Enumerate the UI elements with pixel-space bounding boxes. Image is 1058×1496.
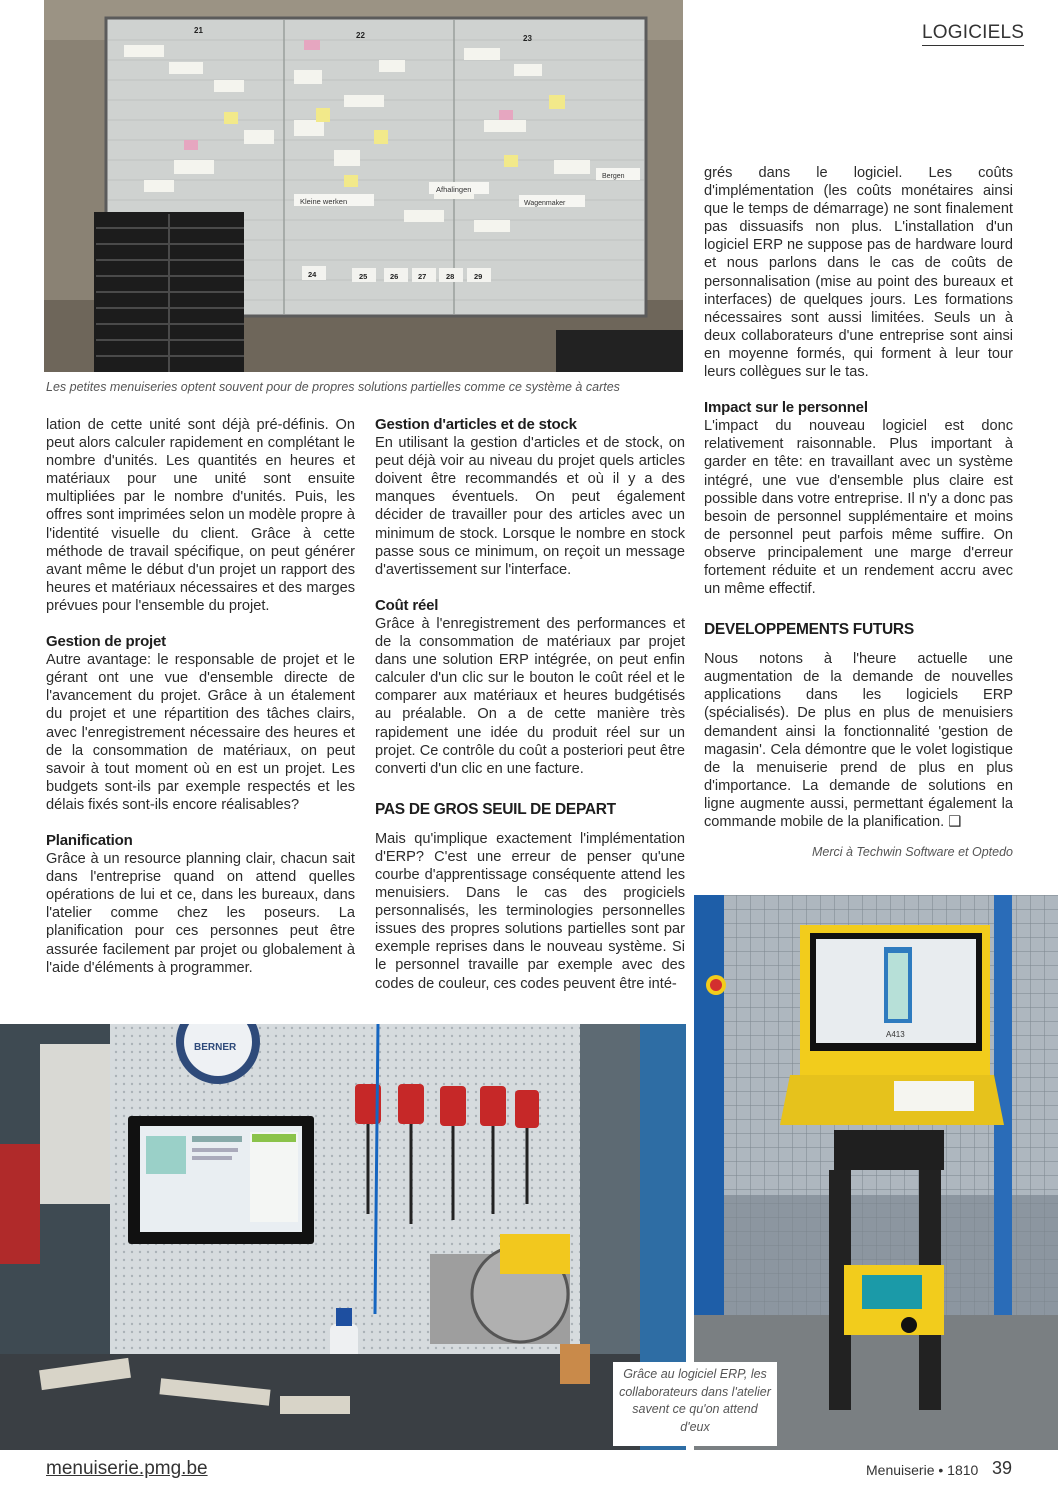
board-tag-bergen: Bergen <box>602 173 625 180</box>
board-day-28: 28 <box>446 272 455 281</box>
col3-paragraph-1: grés dans le logiciel. Les coûts d'implémentation (les coûts monétaires ainsi que le temps de démarrage) ne sont finalement pas dissuasifs non plus. L'installation d'un logiciel ERP ne suppose pas de hardware lourd et nous parlons dans le cas de coûts de personnalisation (mise au point des bureaux et interfaces) de quelques jours. Les formations nécessaires sont aussi limitées. Seuls un à deux collaborateurs d'une entreprise sont ainsi en moyenne formés, qui forment à leur tour leurs collègues sur le tas. <box>704 165 1013 381</box>
heading-planification: Planification <box>46 831 133 849</box>
col3-paragraph-3-text: Nous notons à l'heure actuelle une augmentation de la demande de nouvelles applications dans les logiciels ERP (spécialisés). De plus en plus de menuisiers demandent ainsi la fonctionnalité 'gestion de magasin'. Cela démontre que le volet logistique de la menuiserie prend de plus en plus d'importance. La demande de solutions en ligne augmente aussi, permettant également la commande mobile de la planification. <box>704 651 1013 830</box>
board-day-26: 26 <box>390 272 399 281</box>
board-week-23: 23 <box>523 34 532 43</box>
board-day-27: 27 <box>418 272 427 281</box>
credit-line: Merci à Techwin Software et Optedo <box>811 845 1013 860</box>
col1-paragraph-3: Grâce à un resource planning clair, chacun sait dans l'entreprise quand on attend quelles opérations de lui et ce, dans les bureaux, dans l'atelier comme chez les poseurs. La planification pour ces personnes peut être assurée facilement par projet ou globalement à l'aide d'éléments à programmer. <box>46 851 355 976</box>
board-day-24: 24 <box>308 270 317 279</box>
heading-gestion-projet: Gestion de projet <box>46 633 166 651</box>
heading-developpements-futurs: DEVELOPPEMENTS FUTURS <box>704 621 914 639</box>
screen-readout: A413 <box>886 1030 905 1039</box>
col3-paragraph-2: L'impact du nouveau logiciel est donc relativement raisonnable. Plus important à garder en tête: en travaillant avec un système intégré, une vue d'ensemble plus claire est possible dans votre entreprise. Il n'y a donc pas besoin de personnel supplémentaire et moins de personnel peut parfois même suffire. On observe principalement une marge d'erreur fortement réduite et un rendement accru avec un même effectif. <box>704 418 1013 598</box>
board-week-22: 22 <box>356 31 365 40</box>
col2-paragraph-2: Grâce à l'enregistrement des performances et de la consommation de matériaux par projet dans une solution ERP intégrée, on peut enfin calculer d'un clic sur le bouton le coût réel et le comparer aux matériaux et heures budgétisés au préalable. On a de cette manière très rapidement une idée du produit réel sur un projet. Ce contrôle du coût a posteriori peut être converti d'un clic en une facture. <box>375 615 685 777</box>
board-week-21: 21 <box>194 26 203 35</box>
col2-paragraph-3: Mais qu'implique exactement l'implémentation d'ERP? C'est une erreur de penser qu'une courbe d'apprentissage conséquente attend les menuisiers. Dans le cas des progiciels personnalisés, les terminologies personnelles issues des propres solutions partielles sont par exemple reprises dans le nouveau système. Si le personnel travaille par exemple avec des codes de couleur, ces codes peuvent être inté- <box>375 830 685 992</box>
board-tag-kleine-werken: Kleine werken <box>300 197 348 206</box>
column-3 <box>704 164 1013 861</box>
kiosk-photo-caption: Grâce au logiciel ERP, les collaborateurs dans l'atelier savent ce qu'on attend d'eux <box>619 1367 771 1434</box>
board-day-25: 25 <box>359 272 368 281</box>
section-header <box>922 22 1024 46</box>
board-day-29: 29 <box>474 272 483 281</box>
column-1 <box>46 416 355 977</box>
planning-board-photo <box>44 0 683 372</box>
footer-website[interactable]: menuiserie.pmg.be <box>46 1458 208 1479</box>
col1-paragraph-1: lation de cette unité sont déjà pré-définis. On peut alors calculer rapidement en complétant le nombre d'unités. Les quantités en heures et matériaux pour une unité sont ensuite multipliées par le nombre d'unités. Puis, les offres sont imprimées selon un modèle propre à l'identité visuelle du client. Grâce à cette méthode de travail spécifique, on peut générer avant même le début d'un projet un rapport des heures et matériaux nécessaires et des marges prévues pour l'ensemble du projet. <box>46 417 355 614</box>
heading-seuil-depart: PAS DE GROS SEUIL DE DEPART <box>375 800 616 818</box>
col1-paragraph-2: Autre avantage: le responsable de projet et le gérant ont une vue d'ensemble directe de l'avancement du projet. Grâce à un étalement du projet et une répartition des tâches clairs, avec l'enregistrement nécessaire des heures et de la consommation de matériaux, on peut savoir à tout moment où en est un projet. Les budgets sont-ils par exemple respectés et les délais fixés sont-ils encore réalisables? <box>46 652 355 813</box>
heading-impact-personnel: Impact sur le personnel <box>704 399 868 417</box>
board-tag-wagenmaker: Wagenmaker <box>524 200 566 207</box>
section-header-text: LOGICIELS <box>922 22 1025 43</box>
column-2 <box>375 416 685 993</box>
footer-magazine: Menuiserie • 1810 <box>866 1462 979 1478</box>
workshop-photo <box>0 1024 686 1450</box>
berner-logo-text: BERNER <box>194 1042 237 1053</box>
board-tag-afhalingen: Afhalingen <box>436 185 472 194</box>
end-mark: ❑ <box>948 814 962 830</box>
footer-page-number: 39 <box>992 1458 1013 1478</box>
heading-cout-reel: Coût réel <box>375 596 439 614</box>
col2-paragraph-1: En utilisant la gestion d'articles et de stock, on peut déjà voir au niveau du projet quels articles doivent être recommandés et où il y a des manques éventuels. On peut également décider de travailler pour des articles avec un minimum de stock. Lorsque le nombre en stock passe sous ce minimum, on reçoit un message d'avertissement sur l'interface. <box>375 435 685 578</box>
kiosk-photo-caption-box <box>613 1362 777 1446</box>
col3-paragraph-3 <box>704 650 1013 831</box>
heading-gestion-articles: Gestion d'articles et de stock <box>375 416 577 433</box>
top-photo-caption: Les petites menuiseries optent souvent pour de propres solutions partielles comme ce système à cartes <box>46 380 620 394</box>
